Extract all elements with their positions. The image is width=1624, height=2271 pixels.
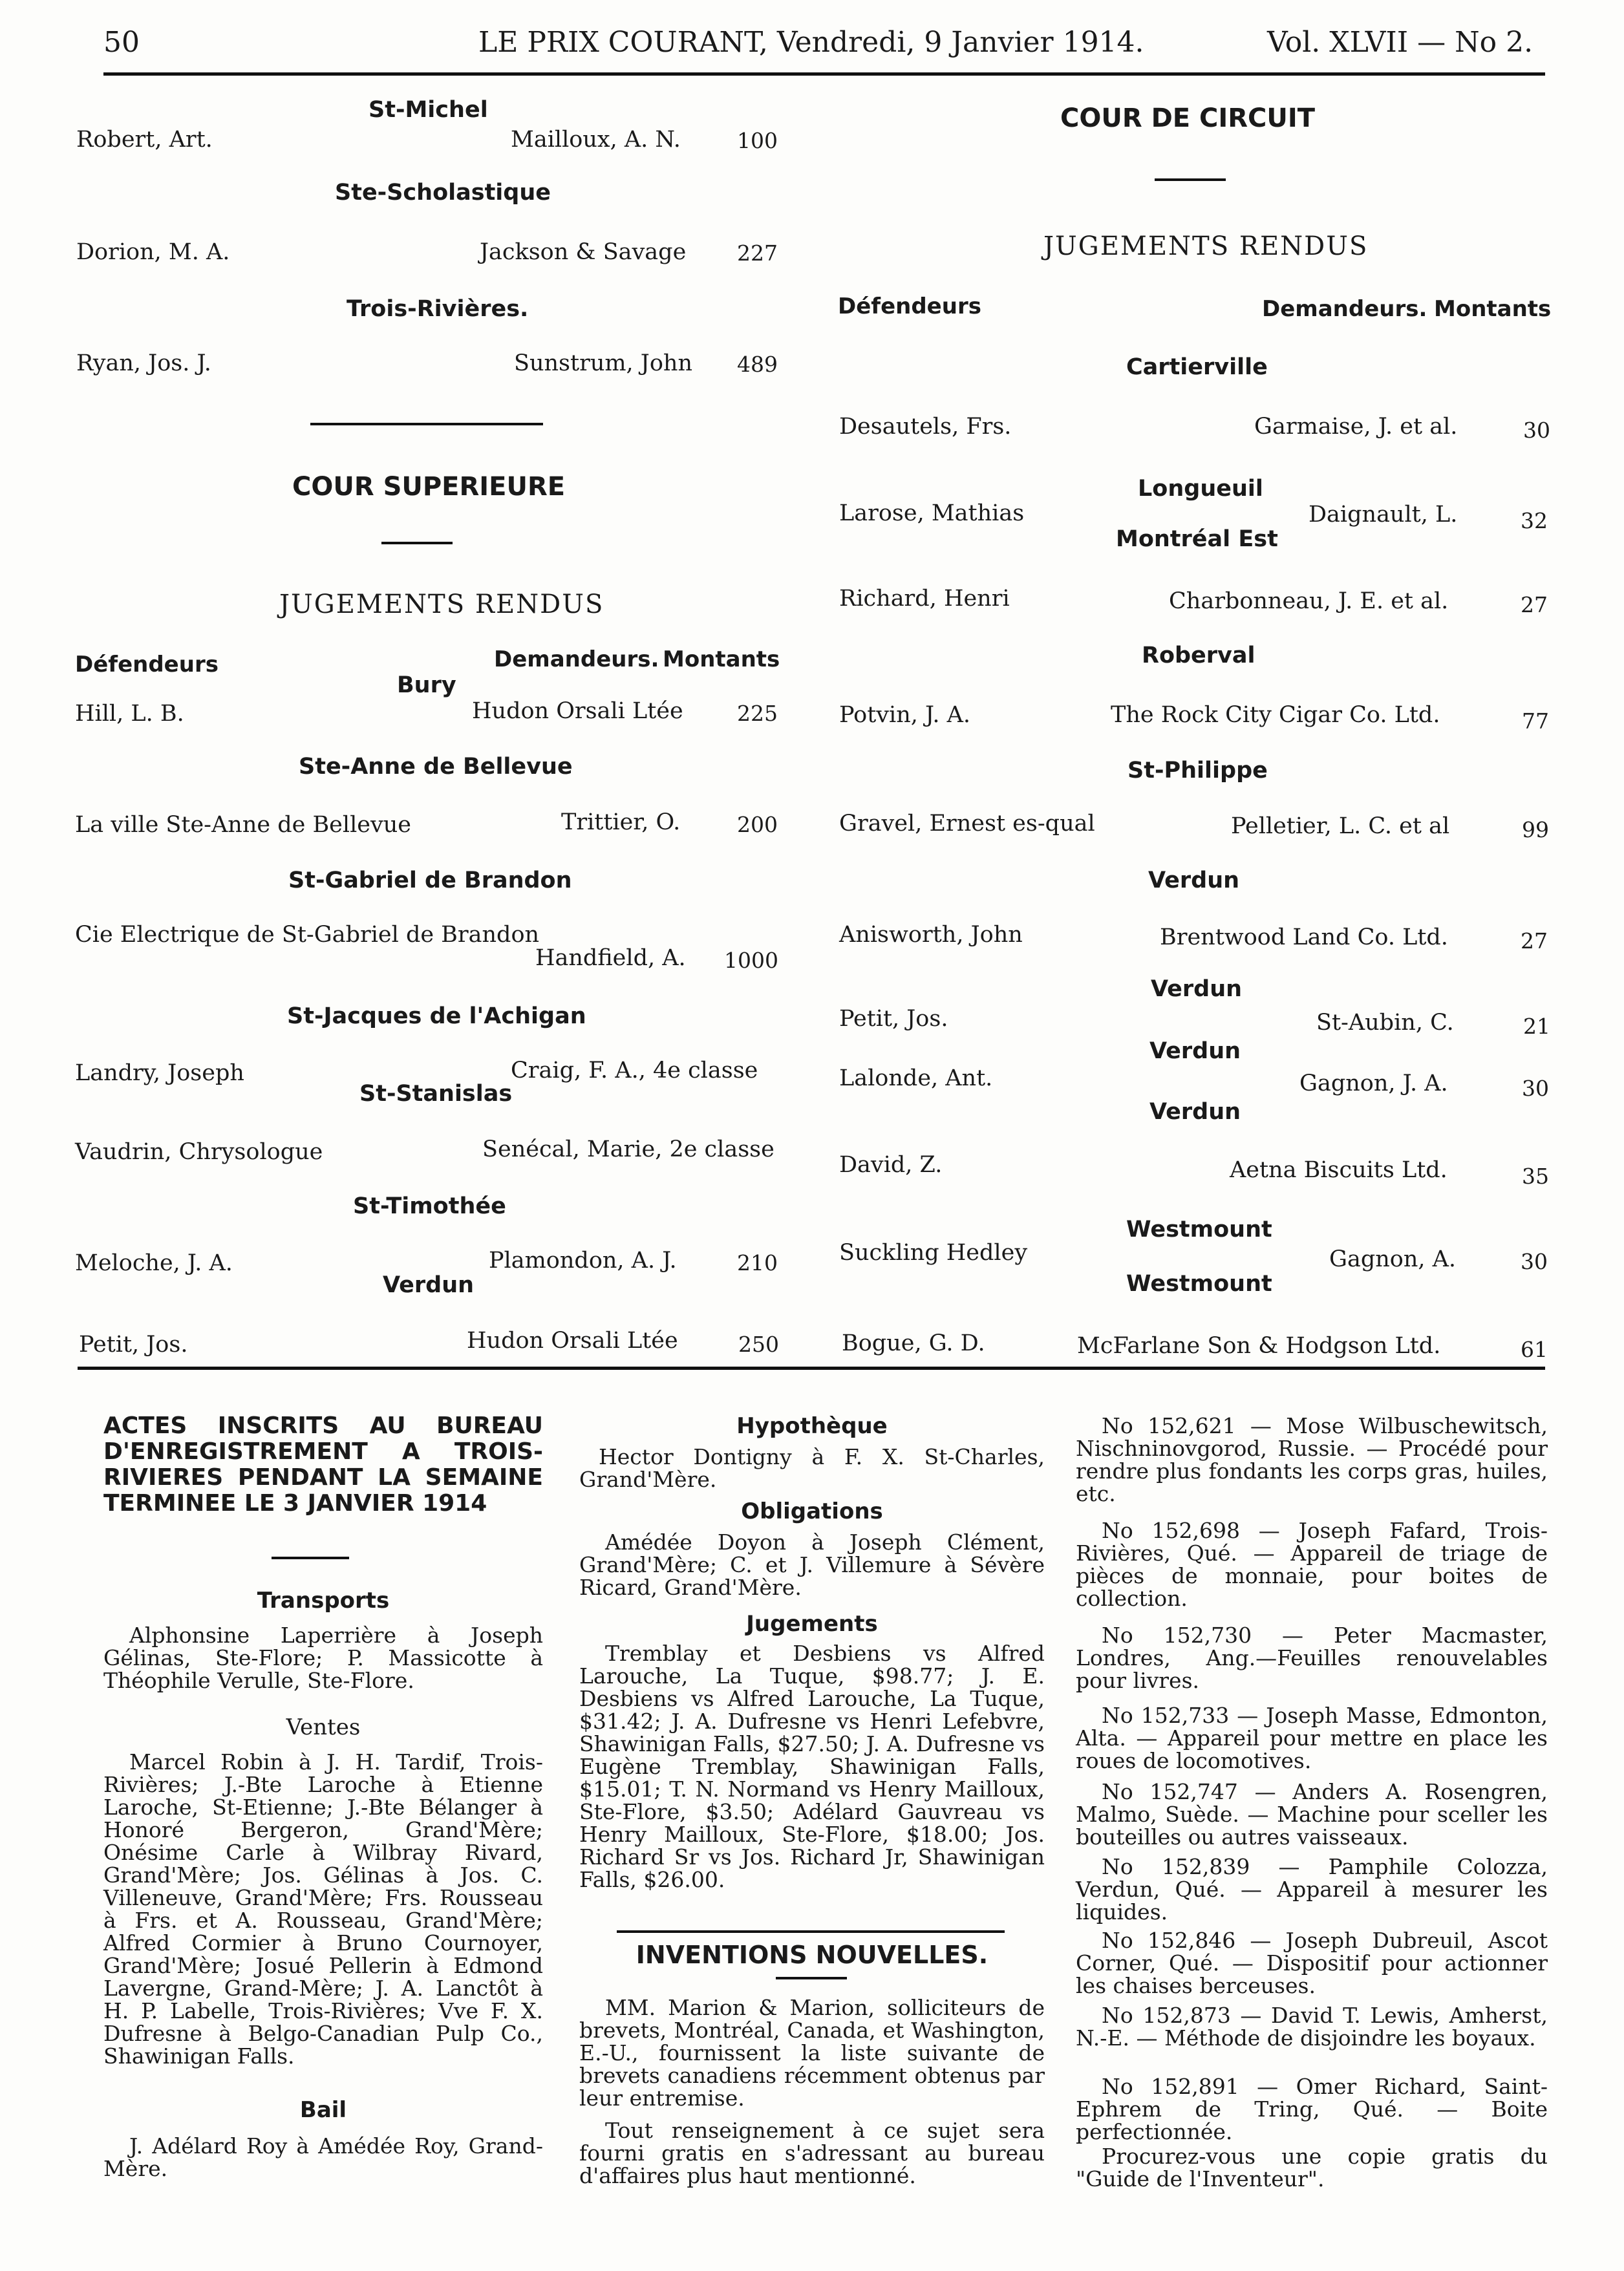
defendeur: Richard, Henri [839,586,1010,612]
section-rule [617,1930,1005,1933]
demandeur: Senécal, Marie, 2e classe [482,1136,775,1162]
demandeur: The Rock City Cigar Co. Ltd. [1111,702,1440,728]
section-title: COUR DE CIRCUIT [1060,103,1316,133]
defendeur: Anisworth, John [839,922,1023,948]
montant: 27 [1521,928,1548,954]
place-heading: Longueuil [1138,476,1263,502]
section-rule [310,423,543,425]
title-underline [272,1557,349,1559]
inventions-intro: MM. Marion & Marion, solliciteurs de brevets, Montréal, Canada, et Washington, E.-U., fournissent la liste suivante de brevets canadiens récemment obtenus par leur entremise. [579,1995,1045,2111]
defendeur: Cie Electrique de St-Gabriel de Brandon [75,922,540,948]
place-heading: Cartierville [1126,354,1268,380]
column-header-demandeurs: Demandeurs. [494,646,659,672]
inventions-title: INVENTIONS NOUVELLES. [636,1941,988,1969]
actes-title: ACTES INSCRITS AU BUREAU D'ENREGISTREMENT A TROIS-RIVIERES PENDANT LA SEMAINE TERMINEE LE 3 JANVIER 1914 [103,1413,543,1517]
demandeur: Charbonneau, J. E. et al. [1169,588,1449,614]
patent-entry: No 152,891 — Omer Richard, Saint-Ephrem de Tring, Qué. — Boite perfectionnée. [1076,2074,1548,2144]
section-subtitle: JUGEMENTS RENDUS [1043,231,1369,261]
patent-entry: No 152,621 — Mose Wilbuschewitsch, Nischninovgorod, Russie. — Procédé pour rendre plus fondants les corps gras, huiles, etc. [1076,1413,1548,1506]
patent-entry: No 152,730 — Peter Macmaster, Londres, Ang.—Feuilles renouvelables pour livres. [1076,1623,1548,1693]
montant: 77 [1522,709,1549,734]
place-heading: St-Timothée [353,1193,506,1219]
defendeur: Landry, Joseph [75,1060,244,1086]
defendeur: Hill, L. B. [75,701,184,727]
montant: 99 [1522,817,1549,842]
place-heading: Roberval [1142,643,1255,668]
demandeur: McFarlane Son & Hodgson Ltd. [1077,1333,1441,1359]
demandeur: Craig, F. A., 4e classe [511,1058,758,1083]
bail-heading: Bail [299,2097,347,2123]
montant: 200 [737,812,778,837]
section-subtitle: JUGEMENTS RENDUS [279,590,604,619]
defendeur: La ville Ste-Anne de Bellevue [75,812,412,838]
defendeur: Petit, Jos. [839,1006,948,1032]
inventions-intro-2: Tout renseignement à ce sujet sera fourni gratis en s'adressant au bureau d'affaires plus haut mentionné. [579,2118,1045,2188]
obligations-text: Amédée Doyon à Joseph Clément, Grand'Mère; C. et J. Villemure à Sévère Ricard, Grand'Mère. [579,1530,1045,1600]
montant: 35 [1522,1164,1549,1189]
place-heading: St-Jacques de l'Achigan [287,1003,586,1029]
place-heading: Montréal Est [1116,526,1278,552]
defendeur: Ryan, Jos. J. [76,350,211,376]
place-heading: St-Stanislas [359,1081,513,1107]
place-heading: Westmount [1126,1271,1272,1297]
header-rule [103,72,1545,76]
page-number: 50 [103,26,140,59]
demandeur: Gagnon, J. A. [1299,1071,1448,1096]
patent-entry: No 152,733 — Joseph Masse, Edmonton, Alta. — Appareil pour mettre en place les roues de locomotives. [1076,1703,1548,1773]
patent-entry: No 152,698 — Joseph Fafard, Trois-Rivières, Qué. — Appareil de triage de pièces de monnaie, pour boites de collection. [1076,1518,1548,1611]
journal-title: LE PRIX COURANT, Vendredi, 9 Janvier 1914. [478,26,1144,59]
title-underline [776,1977,847,1979]
defendeur: Larose, Mathias [839,500,1025,526]
defendeur: Gravel, Ernest es-qual [839,811,1095,837]
section-title: COUR SUPERIEURE [292,472,566,502]
patent-entry: No 152,747 — Anders A. Rosengren, Malmo, Suède. — Machine pour sceller les bouteilles ou autres vaisseaux. [1076,1779,1548,1850]
montant: 32 [1521,508,1548,533]
defendeur: Meloche, J. A. [75,1250,233,1276]
hypotheque-heading: Hypothèque [736,1413,888,1439]
demandeur: Brentwood Land Co. Ltd. [1160,924,1448,950]
defendeur: Potvin, J. A. [839,702,970,728]
demandeur: Plamondon, A. J. [489,1248,677,1274]
defendeur: Suckling Hedley [839,1240,1028,1266]
column-header-defendeurs: Défendeurs [75,652,219,677]
defendeur: David, Z. [839,1152,943,1178]
montant: 210 [737,1250,778,1275]
defendeur: Vaudrin, Chrysologue [75,1139,323,1165]
jugements-text: Tremblay et Desbiens vs Alfred Larouche, La Tuque, $98.77; J. E. Desbiens vs Alfred Larouche, La Tuque, $31.42; J. A. Dufresne vs Henri Lefebvre, Shawinigan Falls, $27.50; J. A. Dufresne vs Eugène Tremblay, Shawinigan Falls, $15.01; T. N. Normand vs Henry Mailloux, Ste-Flore, $3.50; Adélard Gauvreau vs Henry Mailloux, Ste-Flore, $18.00; Jos. Richard Sr vs Jos. Richard Jr, Shawinigan Falls, $26.00. [579,1641,1045,1892]
demandeur: Aetna Biscuits Ltd. [1230,1157,1448,1183]
defendeur: Bogue, G. D. [842,1330,985,1356]
montant: 61 [1521,1337,1548,1362]
place-heading: Verdun [1149,1099,1241,1125]
montant: 100 [737,128,778,153]
column-header-montants: Montants [663,646,780,672]
demandeur: Trittier, O. [561,809,681,835]
montant: 27 [1521,592,1548,617]
place-heading: St-Michel [369,97,488,123]
jugements-heading: Jugements [746,1611,878,1637]
ventes-heading: Ventes [286,1714,361,1740]
demandeur: Garmaise, J. et al. [1254,414,1458,440]
volume-number: Vol. XLVII — No 2. [1267,26,1533,59]
montant: 1000 [724,948,778,973]
place-heading: St-Gabriel de Brandon [288,868,572,893]
montant: 225 [737,701,778,726]
place-heading: Bury [397,672,456,698]
patent-entry: No 152,846 — Joseph Dubreuil, Ascot Corner, Qué. — Dispositif pour actionner les chaises berceuses. [1076,1928,1548,1998]
place-heading: Verdun [1151,976,1243,1002]
bail-text: J. Adélard Roy à Amédée Roy, Grand-Mère. [103,2133,543,2181]
defendeur: Robert, Art. [76,127,213,153]
montant: 227 [737,240,778,266]
demandeur: Jackson & Savage [480,239,687,265]
place-heading: Verdun [383,1272,475,1298]
defendeur: Petit, Jos. [79,1332,188,1358]
column-header-demandeurs: Demandeurs. [1262,296,1427,322]
demandeur: Sunstrum, John [514,350,692,376]
patent-entry: No 152,873 — David T. Lewis, Amherst, N.-E. — Méthode de disjoindre les boyaux. [1076,2003,1548,2051]
column-header-defendeurs: Défendeurs [838,293,981,319]
montant: 489 [737,352,778,377]
montant: 30 [1523,418,1550,443]
title-underline [381,542,453,544]
closing-note: Procurez-vous une copie gratis du "Guide de l'Inventeur". [1076,2144,1548,2191]
demandeur: Daignault, L. [1309,502,1458,528]
demandeur: Mailloux, A. N. [511,127,681,153]
place-heading: St-Philippe [1127,758,1268,784]
place-heading: Trois-Rivières. [347,296,529,322]
demandeur: Pelletier, L. C. et al [1231,813,1450,839]
place-heading: Ste-Scholastique [335,180,551,206]
transports-heading: Transports [257,1588,390,1614]
demandeur: St-Aubin, C. [1316,1010,1454,1036]
defendeur: Desautels, Frs. [839,414,1012,440]
place-heading: Westmount [1126,1217,1272,1242]
montant: 21 [1523,1014,1550,1039]
place-heading: Verdun [1148,868,1240,893]
column-header-montants: Montants [1434,296,1552,322]
section-divider [78,1367,1545,1370]
demandeur: Gagnon, A. [1329,1246,1457,1272]
demandeur: Handfield, A. [535,945,686,971]
montant: 250 [738,1332,779,1357]
demandeur: Hudon Orsali Ltée [472,698,683,724]
ventes-text: Marcel Robin à J. H. Tardif, Trois-Rivières; J.-Bte Laroche à Etienne Laroche, St-Etienne; J.-Bte Bélanger à Honoré Bergeron, Grand'Mère; Onésime Carle à Wilbray Rivard, Grand'Mère; Jos. Gélinas à Jos. C. Villeneuve, Grand'Mère; Frs. Rousseau à Frs. et A. Rousseau, Grand'Mère; Alfred Cormier à Bruno Cournoyer, Grand'Mère; Josué Pellerin à Edmond Lavergne, Grand-Mère; J. A. Lanctôt à H. P. Labelle, Trois-Rivières; Vve F. X. Dufresne à Belgo-Canadian Pulp Co., Shawinigan Falls. [103,1749,543,2069]
transports-text: Alphonsine Laperrière à Joseph Gélinas, Ste-Flore; P. Massicotte à Théophile Verulle, Ste-Flore. [103,1623,543,1693]
place-heading: Verdun [1149,1038,1241,1064]
place-heading: Ste-Anne de Bellevue [299,754,573,780]
montant: 30 [1522,1076,1549,1101]
hypotheque-text: Hector Dontigny à F. X. St-Charles, Grand'Mère. [579,1444,1045,1492]
demandeur: Hudon Orsali Ltée [467,1328,678,1354]
defendeur: Dorion, M. A. [76,239,230,265]
defendeur: Lalonde, Ant. [839,1065,993,1091]
montant: 30 [1521,1249,1548,1274]
obligations-heading: Obligations [741,1498,883,1524]
patent-entry: No 152,839 — Pamphile Colozza, Verdun, Qué. — Appareil à mesurer les liquides. [1076,1854,1548,1924]
title-underline [1155,178,1226,181]
